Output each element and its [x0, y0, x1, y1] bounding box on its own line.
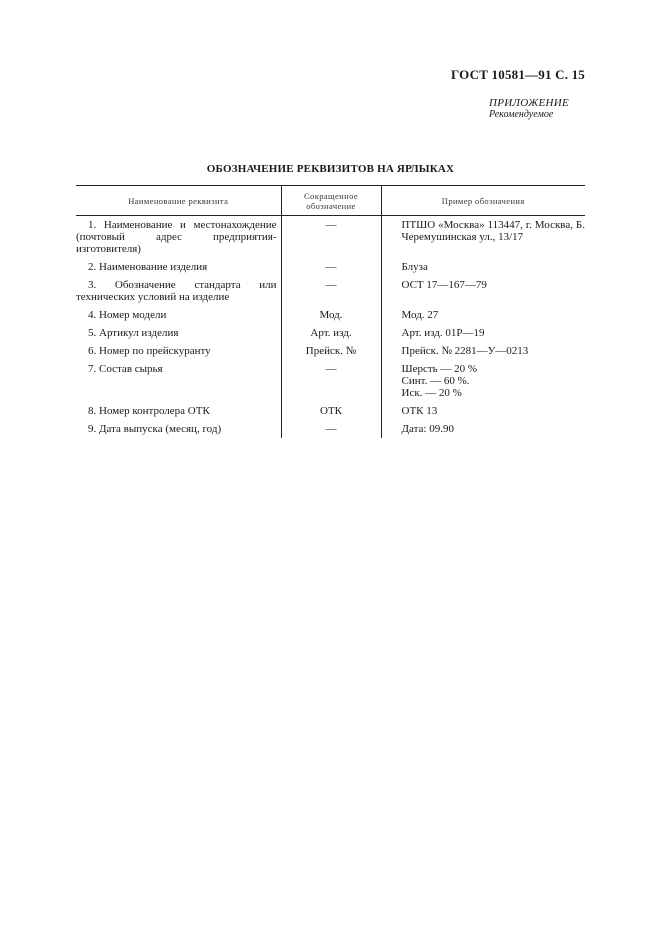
- row-abbr: —: [281, 216, 381, 262]
- row-name-cell: [76, 405, 281, 423]
- table-row: [76, 363, 585, 405]
- table-header-row: [76, 186, 585, 216]
- column-header-name: Наименование реквизита: [76, 186, 281, 216]
- row-abbr: —: [281, 261, 381, 279]
- row-example: Иск. — 20 %: [401, 387, 462, 399]
- row-example-cell: [381, 309, 585, 327]
- row-example: Блуза: [401, 261, 428, 273]
- row-abbr: Арт. изд.: [281, 327, 381, 345]
- row-name: 9. Дата выпуска (месяц, год): [88, 423, 222, 435]
- row-example: ПТШО «Москва» 113447, г. Москва, Б. Черемушинская ул., 13/17: [401, 219, 585, 243]
- row-name-cell: [76, 309, 281, 327]
- row-example-cell: [381, 327, 585, 345]
- appendix-block: [489, 97, 569, 121]
- row-name: 3. Обозначение стандарта или технических условий на изделие: [76, 279, 277, 303]
- table-row: [76, 261, 585, 279]
- row-example: Синт. — 60 %.: [401, 375, 470, 387]
- row-example-cell: [381, 405, 585, 423]
- row-name: 2. Наименование изделия: [88, 261, 208, 273]
- table-row: [76, 405, 585, 423]
- row-name-cell: [76, 327, 281, 345]
- column-header-example: Пример обозначения: [381, 186, 585, 216]
- row-example-cell: [381, 345, 585, 363]
- row-name-cell: [76, 279, 281, 309]
- row-name: 5. Артикул изделия: [88, 327, 179, 339]
- table-row: [76, 423, 585, 438]
- table-title: ОБОЗНАЧЕНИЕ РЕКВИЗИТОВ НА ЯРЛЫКАХ: [206, 163, 455, 175]
- column-header-abbr: Сокращенное обозначение: [281, 186, 381, 216]
- row-abbr: —: [281, 423, 381, 438]
- row-example-cell: [381, 363, 585, 405]
- appendix-label: ПРИЛОЖЕНИЕ: [489, 97, 569, 109]
- row-example: ОТК 13: [401, 405, 438, 417]
- row-name-cell: [76, 423, 281, 438]
- requisites-table: [76, 185, 585, 438]
- row-name: 8. Номер контролера ОТК: [88, 405, 210, 417]
- row-example-cell: [381, 216, 585, 262]
- table-row: [76, 216, 585, 262]
- row-example-cell: [381, 423, 585, 438]
- row-name: 1. Наименование и местонахождение (почтовый адрес предприятия-изготовителя): [76, 219, 277, 255]
- row-example-cell: [381, 261, 585, 279]
- row-name: 7. Состав сырья: [88, 363, 163, 375]
- row-example: Дата: 09.90: [401, 423, 454, 435]
- row-example: Арт. изд. 01Р—19: [401, 327, 485, 339]
- table-row: [76, 279, 585, 309]
- row-abbr: ОТК: [281, 405, 381, 423]
- table-row: [76, 327, 585, 345]
- row-example: Прейск. № 2281—У—0213: [401, 345, 529, 357]
- row-example-cell: [381, 279, 585, 309]
- row-example: ОСТ 17—167—79: [401, 279, 487, 291]
- row-name: 6. Номер по прейскуранту: [88, 345, 211, 357]
- row-name-cell: [76, 261, 281, 279]
- row-example: Шерсть — 20 %: [401, 363, 478, 375]
- row-name: 4. Номер модели: [88, 309, 167, 321]
- row-abbr: —: [281, 363, 381, 405]
- appendix-status: Рекомендуемое: [489, 109, 554, 120]
- row-abbr: —: [281, 279, 381, 309]
- page-header: ГОСТ 10581—91 С. 15: [451, 67, 585, 82]
- row-name-cell: [76, 363, 281, 405]
- row-abbr: Мод.: [281, 309, 381, 327]
- table-row: [76, 309, 585, 327]
- table-row: [76, 345, 585, 363]
- row-name-cell: [76, 216, 281, 262]
- row-name-cell: [76, 345, 281, 363]
- row-abbr: Прейск. №: [281, 345, 381, 363]
- row-example: Мод. 27: [401, 309, 439, 321]
